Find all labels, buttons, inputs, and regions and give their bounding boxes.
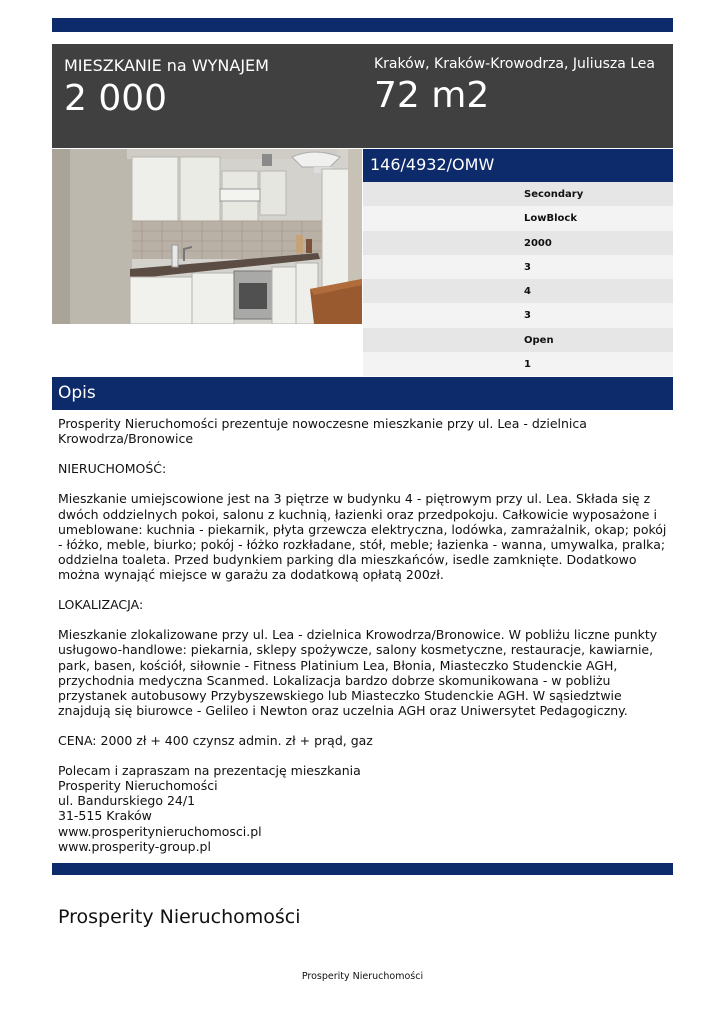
contact-line: ul. Bandurskiego 24/1 <box>58 793 196 809</box>
spec-value: 1 <box>524 359 531 371</box>
spec-row <box>363 352 673 376</box>
contact-line: Prosperity Nieruchomości <box>58 778 218 794</box>
contact-line: Polecam i zapraszam na prezentację mieszkania <box>58 763 361 779</box>
page-footer: Prosperity Nieruchomości <box>301 971 424 982</box>
spec-row <box>363 182 673 206</box>
bottom-accent-bar <box>52 863 673 875</box>
listing-type: MIESZKANIE na WYNAJEM <box>64 56 269 75</box>
description-intro: Prosperity Nieruchomości prezentuje nowoczesne mieszkanie przy ul. Lea - dzielnica Krowodrza/Bronowice <box>58 416 587 447</box>
listing-location: Kraków, Kraków-Krowodrza, Juliusza Lea <box>374 56 655 72</box>
contact-website: www.prosperitynieruchomosci.pl <box>58 823 262 839</box>
top-accent-bar <box>52 18 673 32</box>
header-right <box>374 56 664 118</box>
description-heading: Opis <box>58 383 96 403</box>
spec-row <box>363 279 673 303</box>
spec-value: Open <box>524 334 554 346</box>
spec-row <box>363 231 673 255</box>
listing-price: 2 000 <box>64 78 168 119</box>
reference-number: 146/4932/OMW <box>370 155 495 174</box>
listing-header <box>52 44 673 148</box>
company-name: Prosperity Nieruchomości <box>58 906 301 928</box>
contact-line: 31-515 Kraków <box>58 808 152 824</box>
description-body <box>58 416 670 854</box>
description-location-text: Mieszkanie zlokalizowane przy ul. Lea - dzielnica Krowodrza/Bronowice. W pobliżu liczne punkty usługowo-handlowe: piekarnia, sklepy spożywcze, salony kosmetyczne, restauracje, kawiarnie, park, basen, kościół, siłownie - Fitness Platinium Lea, Błonia, Miasteczko Studenckie AGH, przychodnia medyczna Scanmed. Lokalizacja bardzo dobrze skomunikowana - w pobliżu przystanek autobusowy Przybyszewskiego lub Miasteczko Studenckie AGH. W sąsiedztwie znajdują się biurowce - Gelileo i Newton oraz uczelnia AGH oraz Uniwersytet Pedagogiczny. <box>58 627 658 718</box>
spec-row <box>363 255 673 279</box>
spec-value: 3 <box>524 261 531 273</box>
description-price: CENA: 2000 zł + 400 czynsz admin. zł + prąd, gaz <box>58 732 373 748</box>
spec-value: Secondary <box>524 189 584 200</box>
contact-website: www.prosperity-group.pl <box>58 838 211 854</box>
specs-table <box>363 182 673 376</box>
spec-row <box>363 328 673 352</box>
spec-value: 3 <box>524 310 531 322</box>
description-heading-bar <box>52 377 673 410</box>
spec-row <box>363 206 673 230</box>
header-left <box>64 56 354 121</box>
spec-value: 2000 <box>524 237 552 249</box>
spec-value: 4 <box>524 286 531 298</box>
kitchen-photo-image <box>52 149 362 324</box>
reference-bar <box>363 149 673 182</box>
spec-row <box>363 303 673 327</box>
description-property-heading: NIERUCHOMOŚĆ: <box>58 461 167 477</box>
listing-area: 72 m2 <box>374 75 490 116</box>
description-property-text: Mieszkanie umiejscowione jest na 3 piętrze w budynku 4 - piętrowym przy ul. Lea. Składa się z dwóch oddzielnych pokoi, salonu z kuchnią, łazienki oraz przedpokoju. Całkowicie wyposażone i umeblowane: kuchnia - piekarnik, płyta grzewcza elektryczna, lodówka, zamrażalnik, okap; pokój - łóżko, meble, biurko; pokój - łóżko rozkładane, stół, meble; łazienka - wanna, umywalka, pralka; oddzielna toaleta. Przed budynkiem parking dla mieszkańców, isedle zamknięte. Dodatkowo można wynająć miejsce w garażu za dodatkową opłatą 200zł. <box>58 491 667 582</box>
spec-value: LowBlock <box>524 213 577 225</box>
description-location-heading: LOKALIZACJA: <box>58 597 144 613</box>
kitchen-photo <box>52 149 362 324</box>
